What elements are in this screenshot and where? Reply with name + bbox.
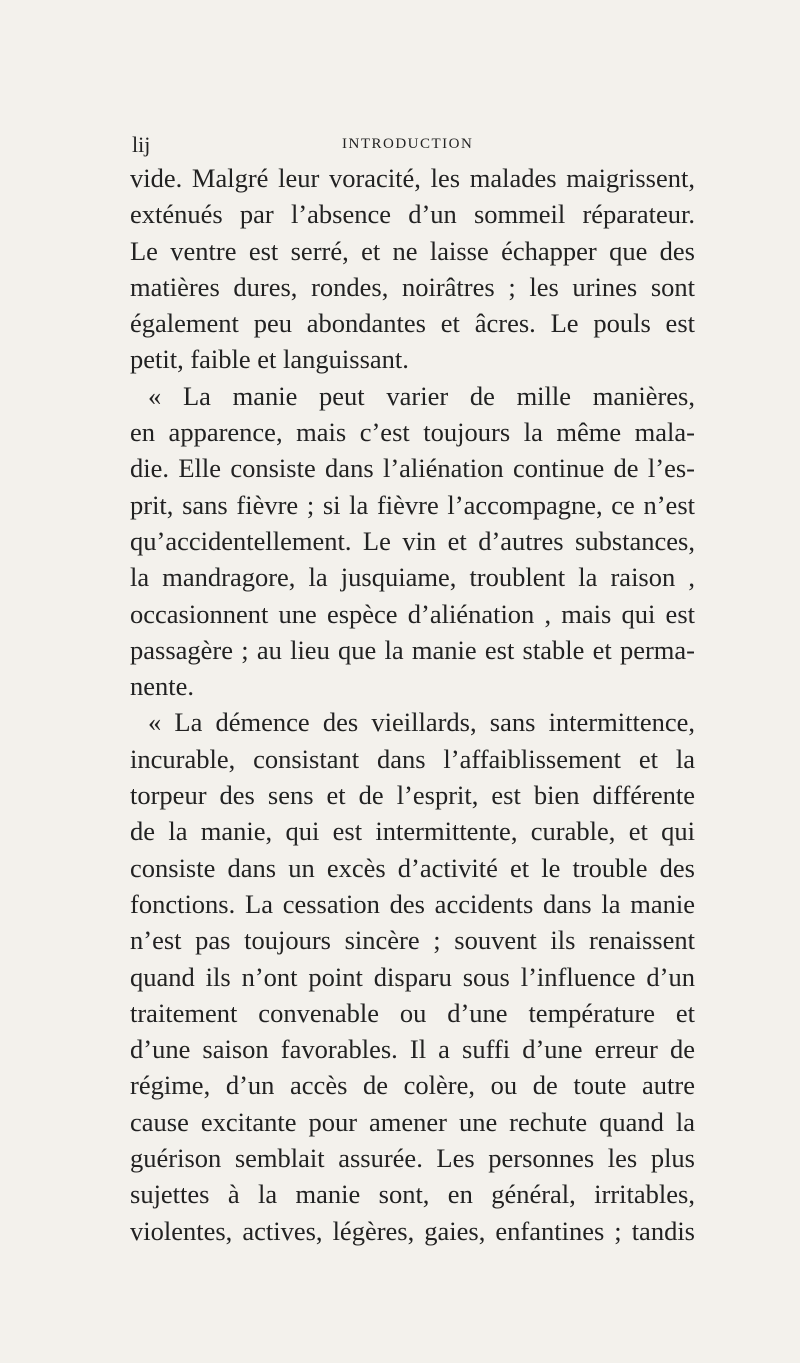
text-line: guérison semblait assurée. Les personnes les plus — [130, 1143, 695, 1174]
text-line: régime, d’un accès de colère, ou de toute autre — [130, 1070, 695, 1101]
text-line: matières dures, rondes, noirâtres ; les urines sont — [130, 271, 695, 302]
text-line: vide. Malgré leur voracité, les malades maigrissent, — [130, 163, 695, 193]
text-line: passagère ; au lieu que la manie est stable et perma- — [130, 634, 695, 665]
text-line: en apparence, mais c’est toujours la même mala- — [130, 417, 695, 448]
text-line: « La démence des vieillards, sans intermittence, — [148, 707, 695, 738]
text-line: nente. — [130, 671, 195, 702]
text-line: petit, faible et languissant. — [130, 344, 409, 375]
text-line: Le ventre est serré, et ne laisse échapper que des — [130, 235, 695, 266]
text-line: la mandragore, la jusquiame, troublent la raison , — [130, 562, 695, 593]
text-line: torpeur des sens et de l’esprit, est bien différente — [130, 780, 695, 811]
text-line: quand ils n’ont point disparu sous l’influence d’un — [130, 961, 695, 992]
text-line: violentes, actives, légères, gaies, enfantines ; tandis — [130, 1215, 695, 1246]
text-line: consiste dans un excès d’activité et le trouble des — [130, 852, 695, 883]
page-number: lij — [132, 132, 151, 157]
text-line: occasionnent une espèce d’aliénation , mais qui est — [130, 598, 695, 629]
text-line: traitement convenable ou d’une température et — [130, 997, 695, 1028]
text-line: également peu abondantes et âcres. Le pouls est — [130, 308, 695, 339]
text-line: prit, sans fièvre ; si la fièvre l’accompagne, ce n’est — [130, 489, 695, 520]
text-line: incurable, consistant dans l’affaiblissement et la — [130, 743, 695, 774]
text-line: de la manie, qui est intermittente, curable, et qui — [130, 816, 695, 847]
text-line: qu’accidentellement. Le vin et d’autres substances, — [130, 525, 695, 556]
text-line: d’une saison favorables. Il a suffi d’une erreur de — [130, 1034, 695, 1065]
running-head: INTRODUCTION — [342, 136, 474, 152]
text-line: n’est pas toujours sincère ; souvent ils renaissent — [130, 925, 695, 956]
text-line: exténués par l’absence d’un sommeil réparateur. — [130, 199, 695, 230]
page-header — [132, 132, 692, 162]
text-line: cause excitante pour amener une rechute quand la — [130, 1106, 695, 1137]
text-line: die. Elle consiste dans l’aliénation continue de l’es- — [130, 453, 695, 484]
text-line: « La manie peut varier de mille manières, — [148, 380, 695, 411]
text-line: sujettes à la manie sont, en général, irritables, — [130, 1179, 695, 1210]
text-line: fonctions. La cessation des accidents dans la manie — [130, 888, 695, 919]
body-text — [130, 160, 695, 1249]
